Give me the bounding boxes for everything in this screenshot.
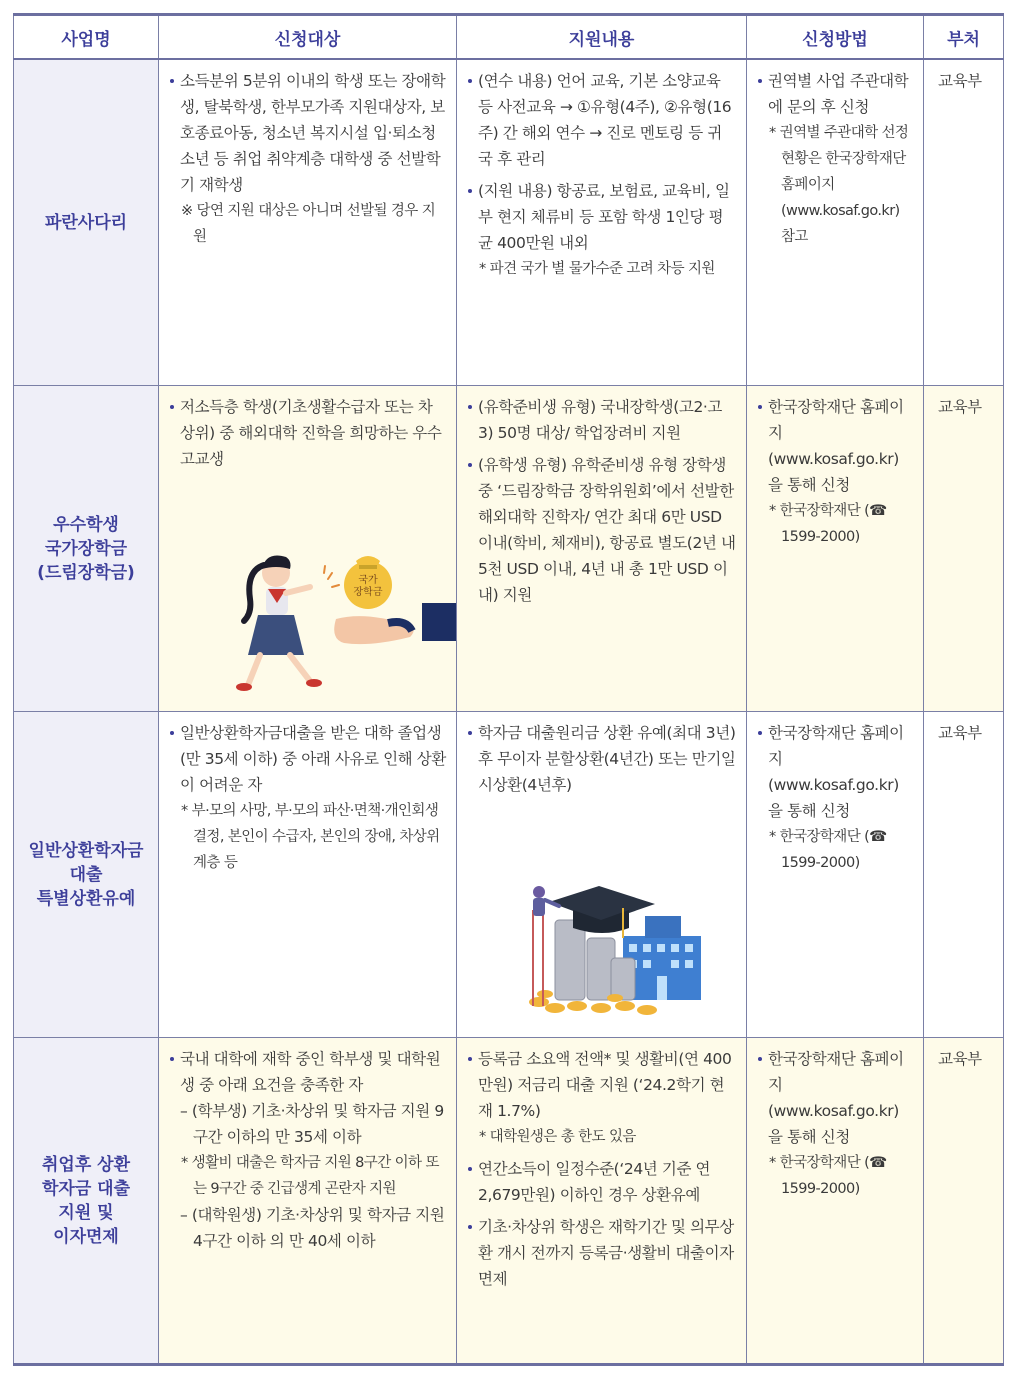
department-name: 교육부 (938, 72, 982, 90)
program-name: 특별상환유예 (36, 888, 136, 909)
table-row (14, 386, 1004, 712)
target-bullet-item: 일반상환학자금대출을 받은 대학 졸업생(만 35세 이하) 중 아래 사유로 인해 상환이 어려운 자 (169, 720, 446, 798)
content-bullet-item: 연간소득이 일정수준(‘24년 기준 연 2,679만원) 이하인 경우 상환유예 (467, 1156, 736, 1208)
coin-bag-label: 국가 (358, 575, 378, 586)
content-cell (457, 59, 747, 386)
running-girl-icon (236, 556, 339, 692)
method-bullet-item: 한국장학재단 홈페이지 (www.kosaf.go.kr)을 통해 신청 (757, 394, 913, 498)
content-bullet-item: (연수 내용) 언어 교육, 기본 소양교육 등 사전교육 → ①유형(4주), ②유형(16주) 간 해외 연수 → 진로 멘토링 등 귀국 후 관리 (467, 68, 736, 172)
content-bullet-item: 학자금 대출원리금 상환 유예(최대 3년) 후 무이자 분할상환(4년간) 또는 만기일시상환(4년후) (467, 720, 736, 798)
program-name-cell (14, 1038, 159, 1365)
header-program-name: 사업명 (14, 15, 159, 60)
program-name-cell (14, 386, 159, 712)
content-cell (457, 1038, 747, 1365)
table-row (14, 1038, 1004, 1365)
content-bullet-item: (유학준비생 유형) 국내장학생(고2·고3) 50명 대상/ 학업장려비 지원 (467, 394, 736, 446)
scholarship-girl-illustration (228, 545, 460, 705)
department-cell (924, 386, 1004, 712)
program-name: 취업후 상환 (41, 1154, 131, 1175)
content-cell (457, 386, 747, 712)
coin-bag-label-2: 장학금 (353, 587, 383, 598)
method-note: * 권역별 주관대학 선정 현황은 한국장학재단 홈페이지 (www.kosaf.go.kr) 참고 (769, 125, 909, 245)
department-name: 교육부 (938, 398, 982, 416)
content-bullet-item: (유학생 유형) 유학준비생 유형 장학생 중 ‘드림장학금 장학위원회’에서 선발한 해외대학 진학자/ 연간 최대 6만 USD 이내(학비, 체재비), 항공료 별도(2년 내 5천 USD 이내, 4년 내 총 1만 USD 이내) 지원 (467, 452, 736, 608)
content-note: * 파견 국가 별 물가수준 고려 차등 지원 (479, 261, 715, 277)
department-name: 교육부 (938, 1050, 982, 1068)
program-name-cell (14, 59, 159, 386)
method-cell (747, 59, 924, 386)
header-application: 신청방법 (747, 15, 924, 60)
sleeve-block (422, 603, 456, 641)
target-sub-item: – (학부생) 기초·차상위 및 학자금 지원 9구간 이하의 만 35세 이하 (180, 1102, 444, 1146)
department-cell (924, 1038, 1004, 1365)
program-name: 일반상환학자금 (28, 840, 144, 861)
program-name: 국가장학금 (44, 538, 128, 559)
program-table (13, 13, 1004, 1366)
target-bullet-item: 국내 대학에 재학 중인 학부생 및 대학원생 중 아래 요건을 충족한 자 (169, 1046, 446, 1098)
department-cell (924, 712, 1004, 1038)
content-bullet-item: (지원 내용) 항공료, 보험료, 교육비, 일부 현지 체류비 등 포함 학생 1인당 평균 400만원 내외 (467, 178, 736, 256)
program-name: 우수학생 (53, 514, 119, 535)
method-cell (747, 386, 924, 712)
target-note: * 부·모의 사망, 부·모의 파산·면책·개인회생 결정, 본인이 수급자, 본인의 장애, 차상위계층 등 (181, 803, 440, 871)
target-note: * 생활비 대출은 학자금 지원 8구간 이하 또는 9구간 중 긴급생계 곤란자 지원 (181, 1155, 439, 1197)
content-note: * 대학원생은 총 한도 있음 (479, 1129, 636, 1145)
program-name: 학자금 대출 (41, 1178, 131, 1199)
program-name: 이자면제 (53, 1226, 119, 1247)
method-note: * 한국장학재단 (☎ 1599-2000) (769, 829, 887, 871)
method-bullet-item: 권역별 사업 주관대학에 문의 후 신청 (757, 68, 913, 120)
table-row (14, 59, 1004, 386)
program-name: (드림장학금) (37, 562, 135, 583)
department-name: 교육부 (938, 724, 982, 742)
graduation-coins-illustration (515, 880, 710, 1020)
method-cell (747, 712, 924, 1038)
target-cell (159, 59, 457, 386)
target-cell (159, 712, 457, 1038)
table-row (14, 712, 1004, 1038)
content-bullet-item: 등록금 소요액 전액* 및 생활비(연 400만원) 저금리 대출 지원 (‘24.2학기 현재 1.7%) (467, 1046, 736, 1124)
program-name: 파란사다리 (44, 212, 128, 233)
header-department: 부처 (924, 15, 1004, 60)
program-name: 지원 및 (58, 1202, 114, 1223)
method-note: * 한국장학재단 (☎ 1599-2000) (769, 1155, 887, 1197)
target-bullet-item: 소득분위 5분위 이내의 학생 또는 장애학생, 탈북학생, 한부모가족 지원대상자, 보호종료아동, 청소년 복지시설 입·퇴소청소년 등 취업 취약계층 대학생 중 선발학기 재학생 (169, 68, 446, 198)
target-sub-item: – (대학원생) 기초·차상위 및 학자금 지원 4구간 이하 의 만 40세 이하 (180, 1206, 445, 1250)
program-name-cell (14, 712, 159, 1038)
method-note: * 한국장학재단 (☎ 1599-2000) (769, 503, 887, 545)
method-bullet-item: 한국장학재단 홈페이지 (www.kosaf.go.kr)을 통해 신청 (757, 720, 913, 824)
method-cell (747, 1038, 924, 1365)
department-cell (924, 59, 1004, 386)
target-bullet-item: 저소득층 학생(기초생활수급자 또는 차상위) 중 해외대학 진학을 희망하는 우수 고교생 (169, 394, 446, 472)
header-support: 지원내용 (457, 15, 747, 60)
header-row (14, 15, 1004, 60)
program-name: 대출 (69, 864, 103, 885)
content-bullet-item: 기초·차상위 학생은 재학기간 및 의무상환 개시 전까지 등록금·생활비 대출이자 면제 (467, 1214, 736, 1292)
header-eligibility: 신청대상 (159, 15, 457, 60)
target-note: ※ 당연 지원 대상은 아니며 선발될 경우 지원 (181, 203, 436, 245)
method-bullet-item: 한국장학재단 홈페이지 (www.kosaf.go.kr)을 통해 신청 (757, 1046, 913, 1150)
target-cell (159, 1038, 457, 1365)
coin-bag-icon (334, 556, 413, 644)
